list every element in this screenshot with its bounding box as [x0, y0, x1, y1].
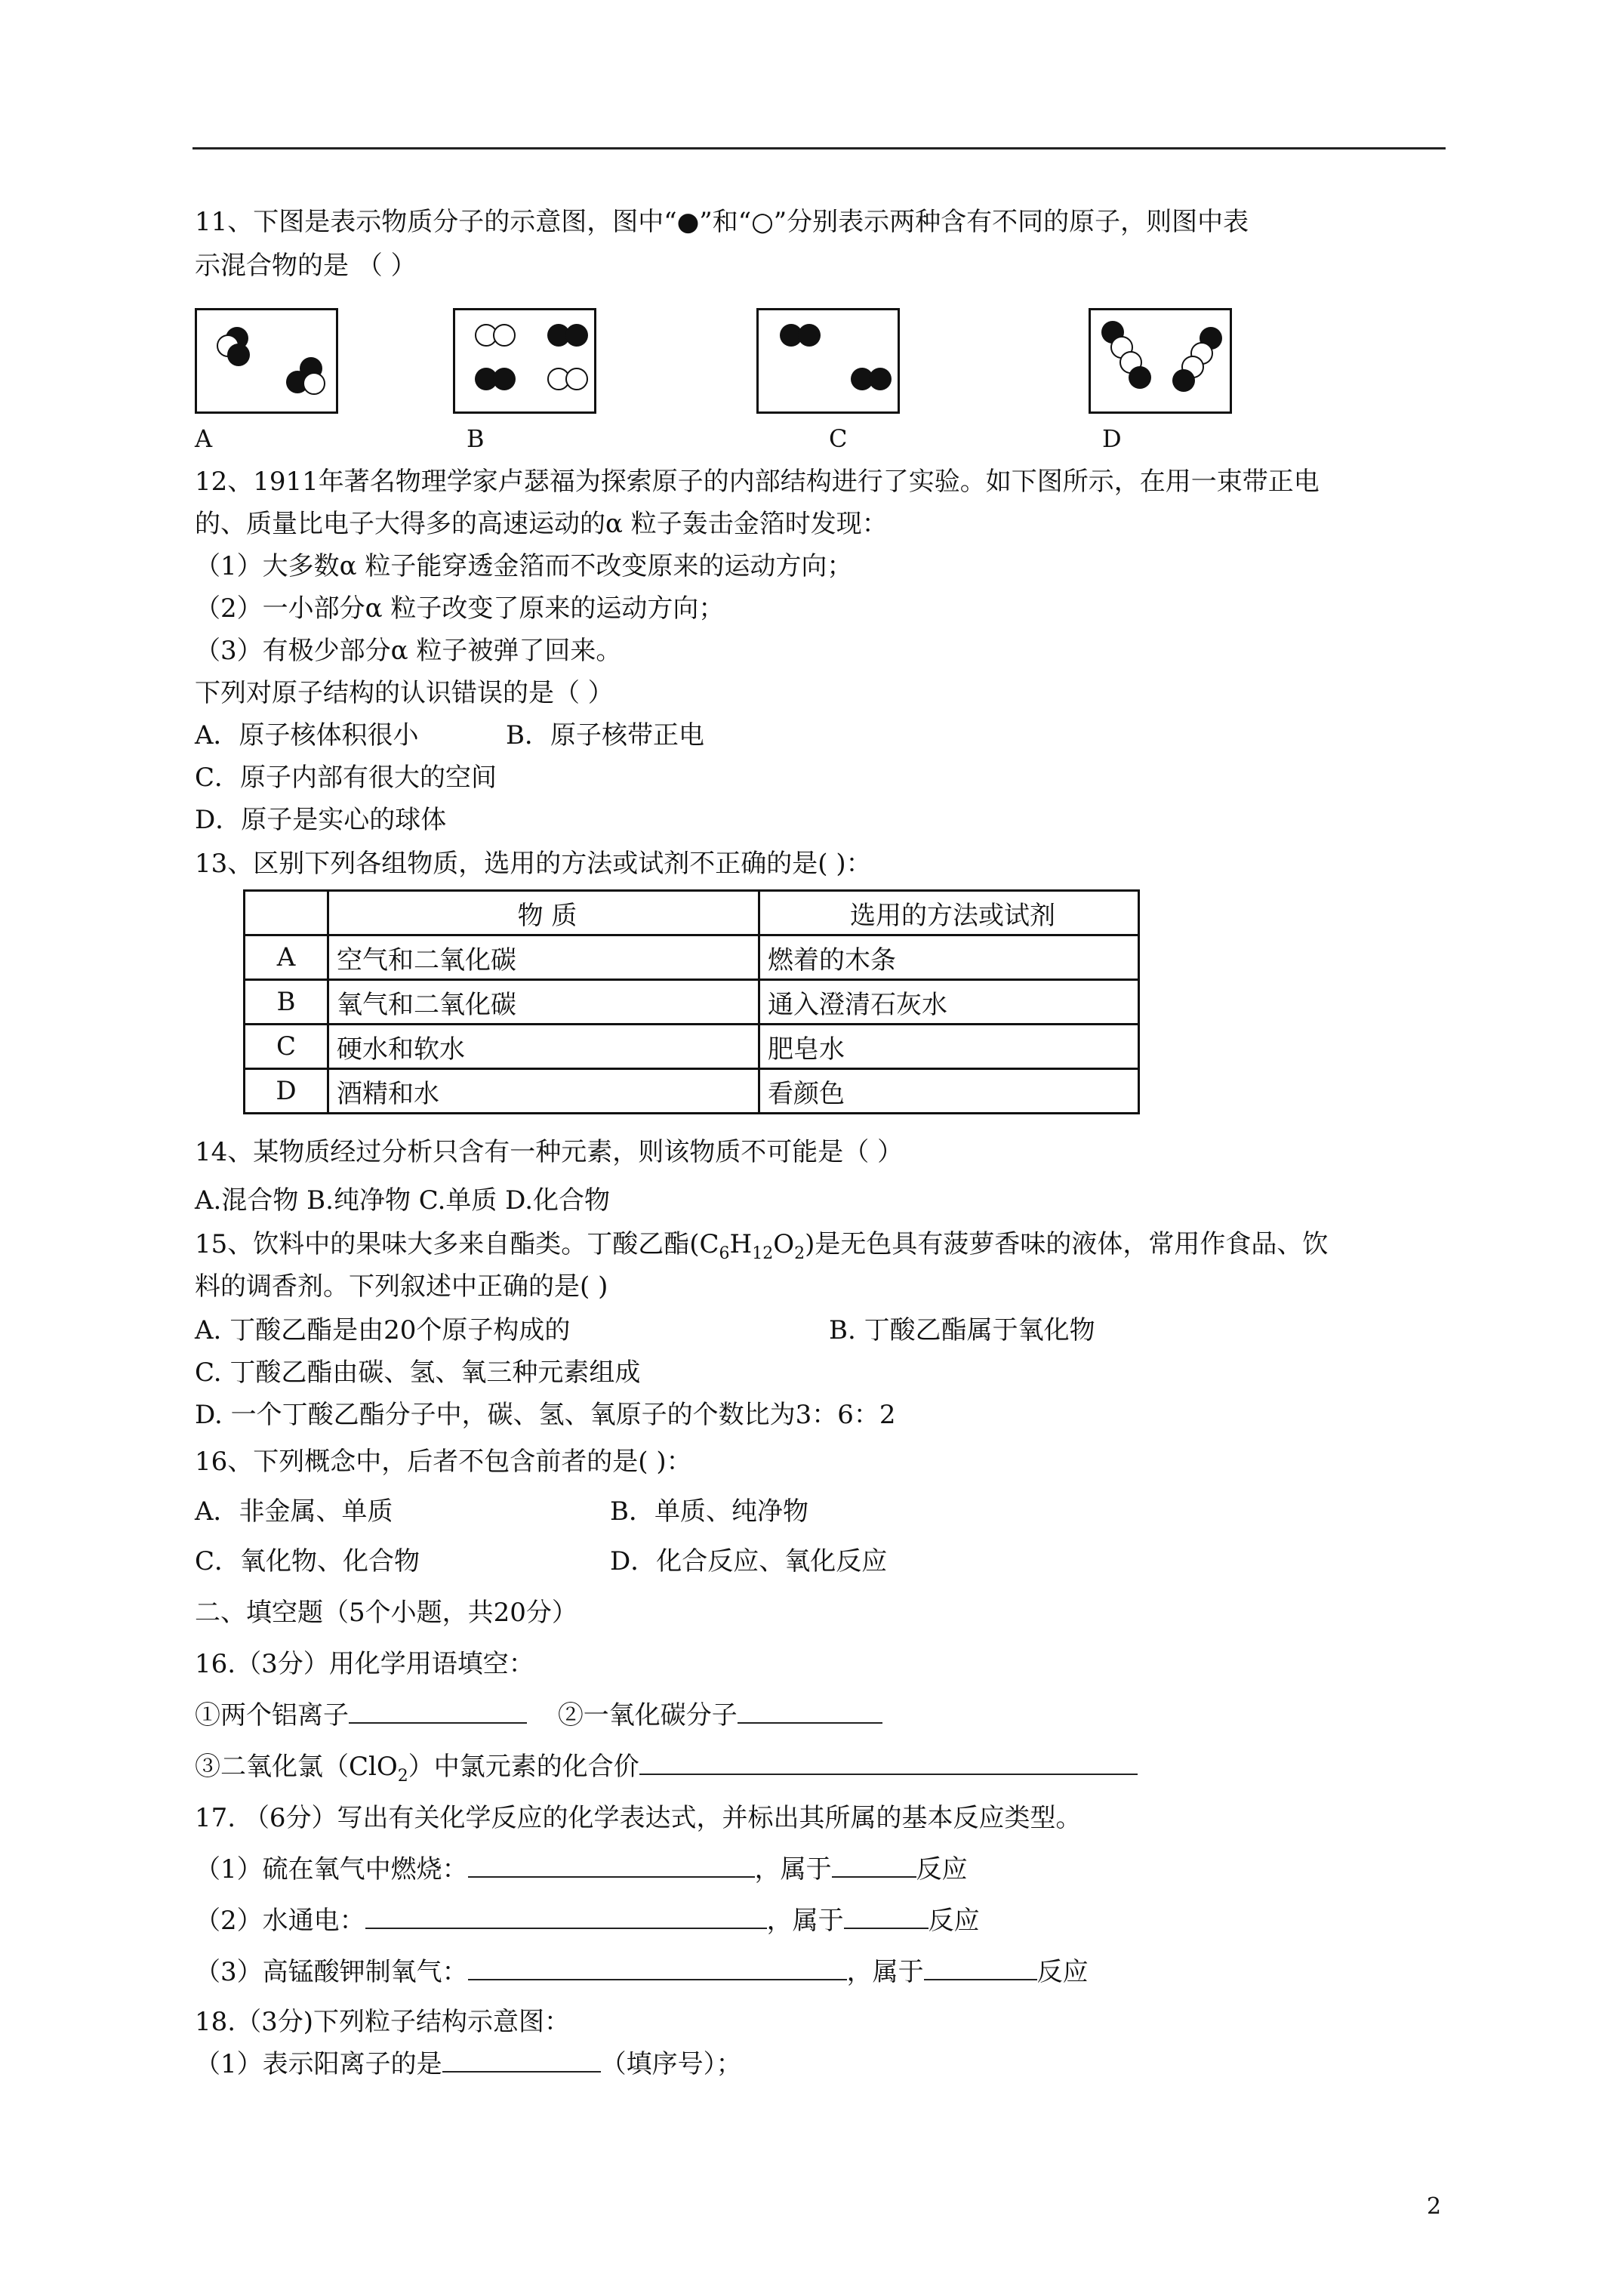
black-atom	[565, 324, 588, 347]
table-cell: D	[245, 1069, 328, 1114]
q14-options: A.混合物 B.纯净物 C.单质 D.化合物	[195, 1185, 611, 1216]
white-atom	[303, 372, 325, 395]
header-rule	[192, 147, 1446, 149]
answer-blank[interactable]	[468, 1854, 755, 1878]
q12-line1: 12、1911年著名物理学家卢瑟福为探索原子的内部结构进行了实验。如下图所示，在用一束带正电	[195, 467, 1320, 497]
q17-item1: （1）硫在氧气中燃烧：	[195, 1854, 468, 1885]
q15-text: O	[773, 1229, 795, 1259]
q11-line1: 11、下图是表示物质分子的示意图，图中“●”和“○”分别表示两种含有不同的原子，则图中表	[195, 207, 1249, 237]
q11-label-b: B	[467, 424, 485, 453]
table-header-cell	[245, 891, 328, 935]
q17-stem: 17. （6分）写出有关化学反应的化学表达式，并标出其所属的基本反应类型。	[195, 1803, 1082, 1833]
q15-line1	[195, 1228, 1328, 1271]
q17-reaction: 反应	[928, 1906, 980, 1936]
answer-blank[interactable]	[832, 1854, 916, 1878]
table-header-cell: 物 质	[328, 891, 759, 935]
q15-option-c: C. 丁酸乙酯由碳、氢、氧三种元素组成	[195, 1358, 641, 1388]
q18-item1-tail: （填序号）；	[600, 2049, 742, 2079]
q11-diagram-a	[195, 308, 338, 414]
table-row	[245, 1025, 1139, 1069]
table-row	[245, 1069, 1139, 1114]
q13-stem: 13、区别下列各组物质，选用的方法或试剂不正确的是( )：	[195, 849, 872, 879]
q18-stem: 18.（3分)下列粒子结构示意图：	[195, 2007, 570, 2037]
q17-item1-row	[195, 1853, 968, 1886]
white-atom	[565, 368, 588, 390]
q12-option-b: B．原子核带正电	[506, 720, 704, 750]
black-atom	[869, 368, 892, 390]
q12-obs2: （2）一小部分α 粒子改变了原来的运动方向；	[195, 593, 725, 624]
q17-item3-row	[195, 1955, 1089, 1989]
table-cell: 通入澄清石灰水	[759, 980, 1139, 1025]
q16b-item3: ③二氧化氯（ClO	[195, 1752, 398, 1782]
q15-text: H	[729, 1229, 753, 1259]
q15-line2: 料的调香剂。下列叙述中正确的是( )	[195, 1271, 608, 1302]
table-row	[245, 935, 1139, 980]
q11-diagram-b	[453, 308, 596, 414]
table-header-cell: 选用的方法或试剂	[759, 891, 1139, 935]
q15-subscript: 12	[752, 1244, 774, 1263]
answer-blank[interactable]	[924, 1956, 1037, 1980]
q15-text: 15、饮料中的果味大多来自酯类。丁酸乙酯(C	[195, 1229, 719, 1259]
q16-option-d: D．化合反应、氧化反应	[610, 1546, 888, 1576]
section-heading: 二、填空题（5个小题，共20分）	[195, 1598, 577, 1628]
answer-blank[interactable]	[468, 1956, 847, 1980]
q16b-item3-row	[195, 1750, 1138, 1793]
q16b-item3: ）中氯元素的化合价	[408, 1752, 639, 1782]
table-cell: B	[245, 980, 328, 1025]
q16b-items-row	[195, 1699, 882, 1732]
q14-stem: 14、某物质经过分析只含有一种元素，则该物质不可能是（ ）	[195, 1137, 904, 1167]
q11-label-d: D	[1102, 424, 1122, 453]
black-atom	[1172, 369, 1195, 392]
table-cell: A	[245, 935, 328, 980]
table-header-row	[245, 891, 1139, 935]
q17-item2-row	[195, 1904, 980, 1937]
q16-option-a: A．非金属、单质	[195, 1496, 393, 1527]
table-cell: 空气和二氧化碳	[328, 935, 759, 980]
page-number: 2	[1427, 2193, 1442, 2220]
table-cell: 硬水和软水	[328, 1025, 759, 1069]
black-atom	[493, 368, 516, 390]
table-cell: 看颜色	[759, 1069, 1139, 1114]
q16-stem: 16、下列概念中，后者不包含前者的是( )：	[195, 1447, 692, 1477]
q15-subscript: 6	[719, 1244, 730, 1263]
table-cell: 肥皂水	[759, 1025, 1139, 1069]
q17-belong: ，属于	[754, 1854, 832, 1885]
q16-option-b: B．单质、纯净物	[610, 1496, 808, 1527]
answer-blank[interactable]	[738, 1700, 882, 1724]
q11-line2: 示混合物的是 （ ）	[195, 251, 417, 281]
q15-option-d: D. 一个丁酸乙酯分子中，碳、氢、氧原子的个数比为3：6：2	[195, 1400, 896, 1430]
table-cell: 氧气和二氧化碳	[328, 980, 759, 1025]
q18-item1-row	[195, 2048, 742, 2081]
answer-blank[interactable]	[844, 1905, 929, 1929]
q12-option-d: D．原子是实心的球体	[195, 805, 447, 835]
q15-text: )是无色具有菠萝香味的液体，常用作食品、饮	[805, 1229, 1329, 1259]
q12-obs3: （3）有极少部分α 粒子被弹了回来。	[195, 636, 622, 666]
black-atom	[1129, 366, 1151, 389]
q12-obs1: （1）大多数α 粒子能穿透金箔而不改变原来的运动方向；	[195, 551, 853, 581]
q12-stem: 下列对原子结构的认识错误的是（ ）	[195, 678, 614, 708]
q11-label-c: C	[829, 424, 848, 453]
white-atom	[493, 324, 516, 347]
q17-item3: （3）高锰酸钾制氧气：	[195, 1957, 468, 1987]
q16b-stem: 16.（3分）用化学用语填空：	[195, 1649, 534, 1679]
q16-option-c: C．氧化物、化合物	[195, 1546, 420, 1576]
answer-blank[interactable]	[639, 1751, 1138, 1775]
q18-item1: （1）表示阳离子的是	[195, 2049, 442, 2079]
q16b-item1: ①两个铝离子	[195, 1700, 349, 1730]
q15-subscript: 2	[794, 1244, 805, 1263]
q15-option-b: B. 丁酸乙酯属于氧化物	[829, 1315, 1095, 1345]
q17-belong: ，属于	[766, 1906, 844, 1936]
answer-blank[interactable]	[365, 1905, 767, 1929]
table-cell: 燃着的木条	[759, 935, 1139, 980]
q11-diagram-c	[756, 308, 900, 414]
q15-option-a: A. 丁酸乙酯是由20个原子构成的	[195, 1315, 571, 1345]
q17-item2: （2）水通电：	[195, 1906, 365, 1936]
answer-blank[interactable]	[349, 1700, 527, 1724]
table-row	[245, 980, 1139, 1025]
q17-reaction: 反应	[916, 1854, 968, 1885]
q16b-subscript: 2	[397, 1766, 408, 1786]
black-atom	[798, 324, 821, 347]
q11-diagram-d	[1089, 308, 1232, 414]
table-cell: 酒精和水	[328, 1069, 759, 1114]
answer-blank[interactable]	[442, 2048, 601, 2073]
table-cell: C	[245, 1025, 328, 1069]
q12-option-c: C．原子内部有很大的空间	[195, 763, 497, 793]
q11-label-a: A	[195, 424, 213, 453]
black-atom	[227, 344, 250, 366]
q17-reaction: 反应	[1036, 1957, 1089, 1987]
q12-option-a: A．原子核体积很小	[195, 720, 419, 750]
q17-belong: ，属于	[846, 1957, 924, 1987]
q16b-item2: ②一氧化碳分子	[557, 1700, 738, 1730]
q13-table	[243, 889, 1140, 1114]
q12-line2: 的、质量比电子大得多的高速运动的α 粒子轰击金箔时发现：	[195, 509, 888, 539]
